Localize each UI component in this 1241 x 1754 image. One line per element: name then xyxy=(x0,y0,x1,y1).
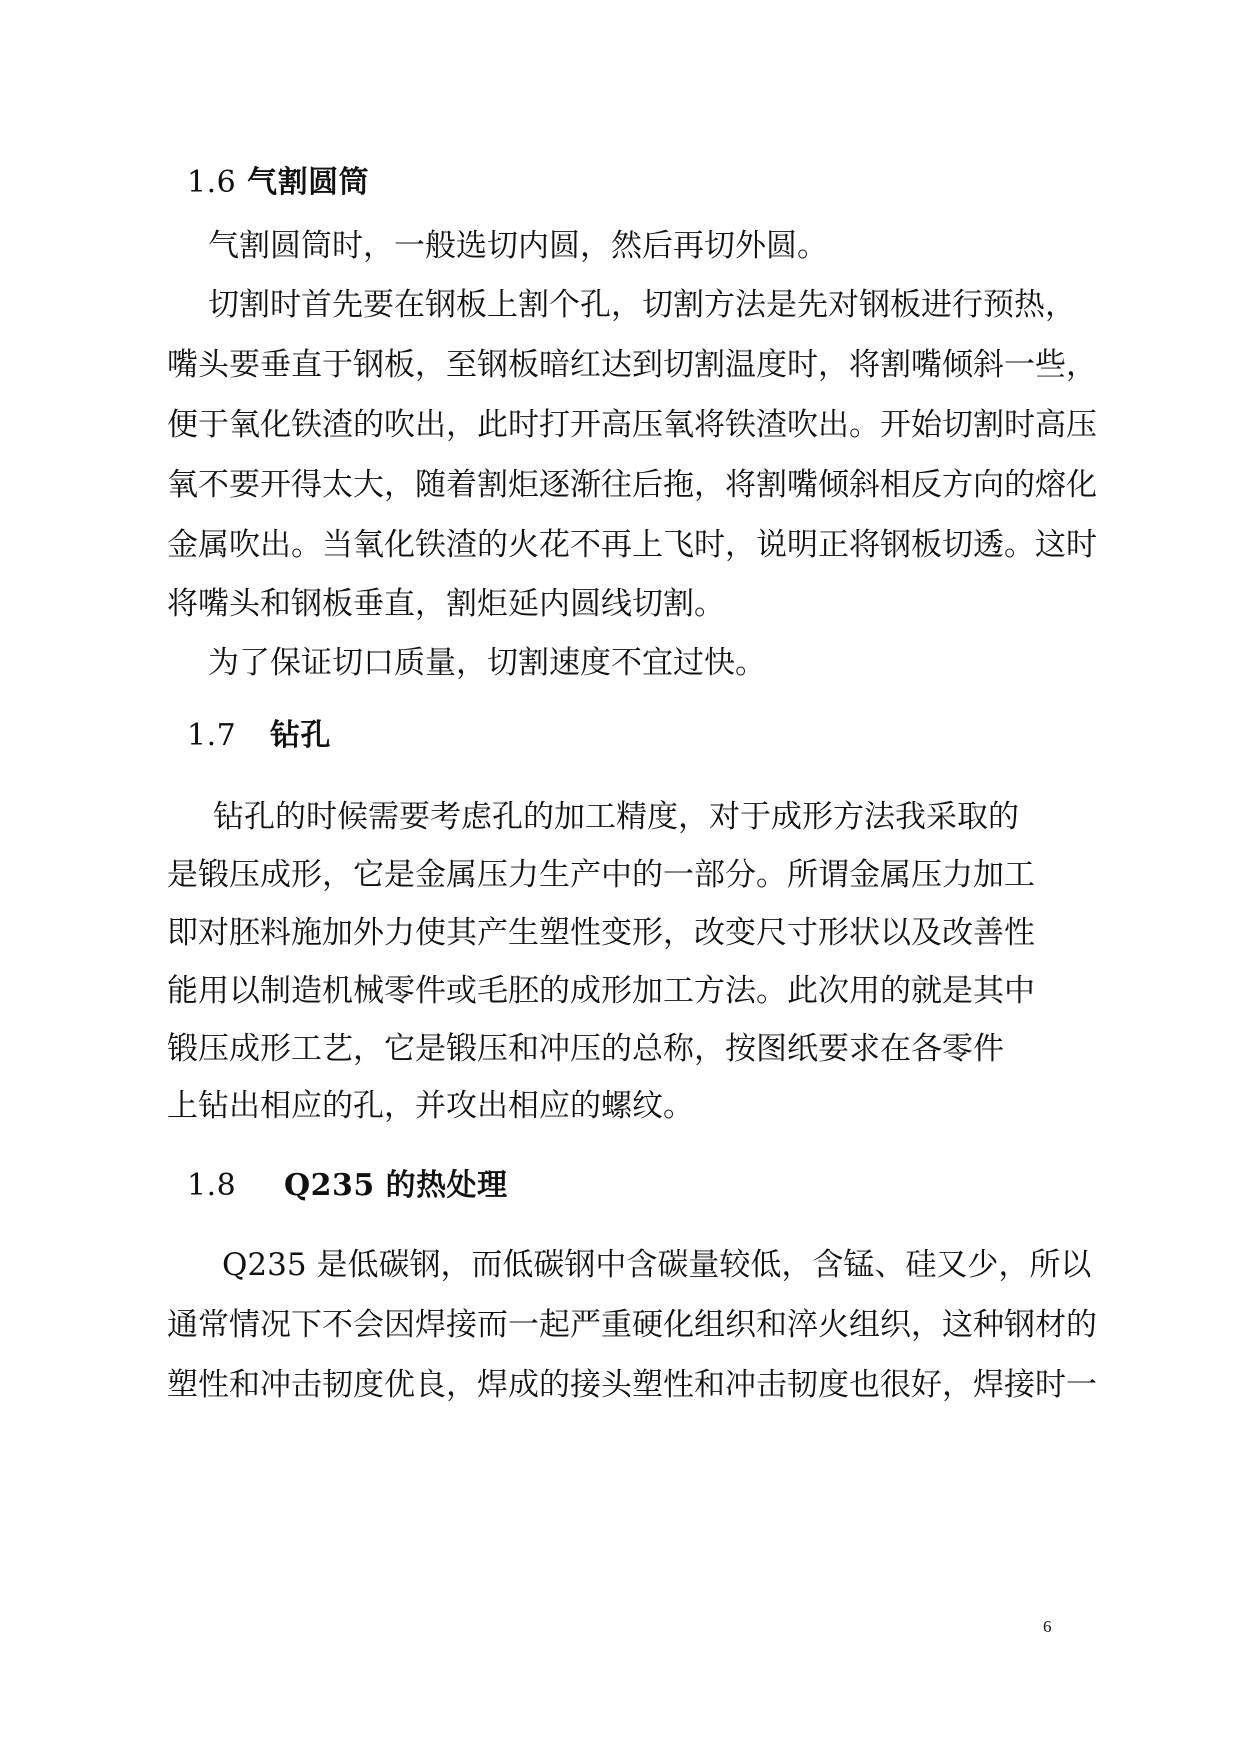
paragraph-line: 上钻出相应的孔，并攻出相应的螺纹。 xyxy=(167,1088,694,1124)
paragraph-line: 能用以制造机械零件或毛胚的成形加工方法。此次用的就是其中 xyxy=(167,973,1035,1009)
paragraph-line: 便于氧化铁渣的吹出，此时打开高压氧将铁渣吹出。开始切割时高压 xyxy=(167,407,1097,443)
paragraph-line: 为了保证切口质量，切割速度不宜过快。 xyxy=(208,645,766,681)
paragraph-line: 金属吹出。当氧化铁渣的火花不再上飞时，说明正将钢板切透。这时 xyxy=(167,527,1097,563)
paragraph-line: 塑性和冲击韧度优良，焊成的接头塑性和冲击韧度也很好，焊接时一 xyxy=(167,1367,1097,1403)
paragraph-line: 锻压成形工艺，它是锻压和冲压的总称，按图纸要求在各零件 xyxy=(167,1031,1004,1067)
heading-number: 1.6 xyxy=(187,165,237,200)
paragraph-line: 即对胚料施加外力使其产生塑性变形，改变尺寸形状以及改善性 xyxy=(167,915,1035,951)
paragraph-line: 钻孔的时候需要考虑孔的加工精度，对于成形方法我采取的 xyxy=(213,799,1019,835)
heading-title: 钻孔 xyxy=(269,718,331,753)
paragraph-line: 气割圆筒时，一般选切内圆，然后再切外圆。 xyxy=(208,228,828,264)
heading-title: Q235 的热处理 xyxy=(283,1168,508,1203)
page-number: 6 xyxy=(1043,1617,1052,1636)
heading-1-7 xyxy=(187,716,331,756)
paragraph-line: 氧不要开得太大，随着割炬逐渐往后拖，将割嘴倾斜相反方向的熔化 xyxy=(167,467,1097,503)
heading-number: 1.7 xyxy=(187,718,237,753)
paragraph-line: 嘴头要垂直于钢板，至钢板暗红达到切割温度时，将割嘴倾斜一些， xyxy=(167,347,1097,383)
heading-title: 气割圆筒 xyxy=(247,165,370,200)
paragraph-line: 是锻压成形，它是金属压力生产中的一部分。所谓金属压力加工 xyxy=(167,857,1035,893)
heading-number: 1.8 xyxy=(187,1168,237,1203)
paragraph-line: Q235 是低碳钢，而低碳钢中含碳量较低，含锰、硅又少，所以 xyxy=(222,1247,1092,1283)
paragraph-line: 切割时首先要在钢板上割个孔，切割方法是先对钢板进行预热， xyxy=(208,287,1076,323)
heading-1-6 xyxy=(187,163,369,203)
paragraph-line: 将嘴头和钢板垂直，割炬延内圆线切割。 xyxy=(167,586,725,622)
heading-1-8 xyxy=(187,1166,508,1206)
paragraph-line: 通常情况下不会因焊接而一起严重硬化组织和淬火组织，这种钢材的 xyxy=(167,1307,1097,1343)
